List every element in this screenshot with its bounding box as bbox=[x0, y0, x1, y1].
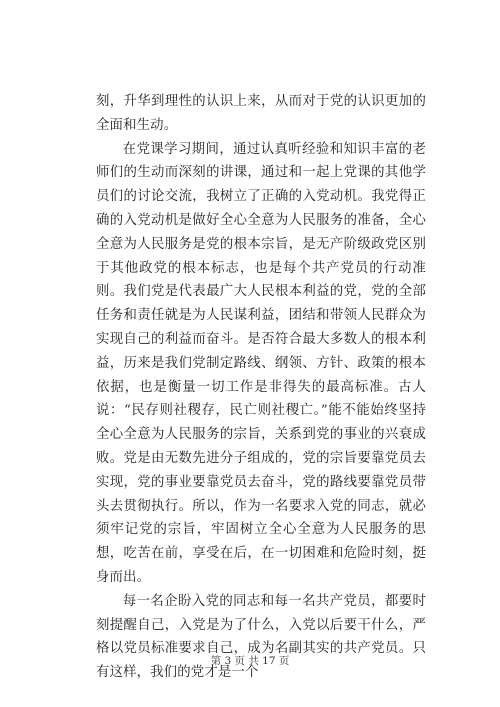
paragraph-1: 刻，升华到理性的认识上来，从而对于党的认识更加的全面和生动。 bbox=[96, 94, 426, 133]
body-text bbox=[96, 90, 426, 685]
page-number-footer: 第 3 页 共 17 页 bbox=[210, 655, 290, 667]
paragraph-2: 在党课学习期间，通过认真听经验和知识丰富的老师们的生动而深刻的讲课，通过和一起上党课的其他学员们的讨论交流，我树立了正确的入党动机。我党得正确的入党动机是做好全心全意为人民服务的准备，全心全意为人民服务是党的根本宗旨，是无产阶级政党区别于其他政党的根本标志，也是每个共产党员的行动准则。我们党是代表最广大人民根本利益的党，党的全部任务和责任就是为人民谋利益，团结和带领人民群众为实现自己的利益而奋斗。是否符合最大多数人的根本利益，历来是我们党制定路线、纲领、方针、政策的根本依据，也是衡量一切工作是非得失的最高标准。古人说：“民存则社稷存，民亡则社稷亡。”能不能始终坚持全心全意为人民服务的宗旨，关系到党的事业的兴衰成败。党是由无数先进分子组成的，党的宗旨要靠党员去实现，党的事业要靠党员去奋斗，党的路线要靠党员带头去贯彻执行。所以，作为一名要求入党的同志，就必须牢记党的宗旨，牢固树立全心全意为人民服务的思想，吃苦在前，享受在后，在一切困难和危险时刻，挺身而出。 bbox=[96, 141, 426, 585]
paragraph-3: 每一名企盼入党的同志和每一名共产党员，都要时刻提醒自己，入党是为了什么，入党以后要干什么，严格以党员标准要求自己，成为名副其实的共产党员。只有这样，我们的党才是一个 bbox=[96, 593, 426, 681]
